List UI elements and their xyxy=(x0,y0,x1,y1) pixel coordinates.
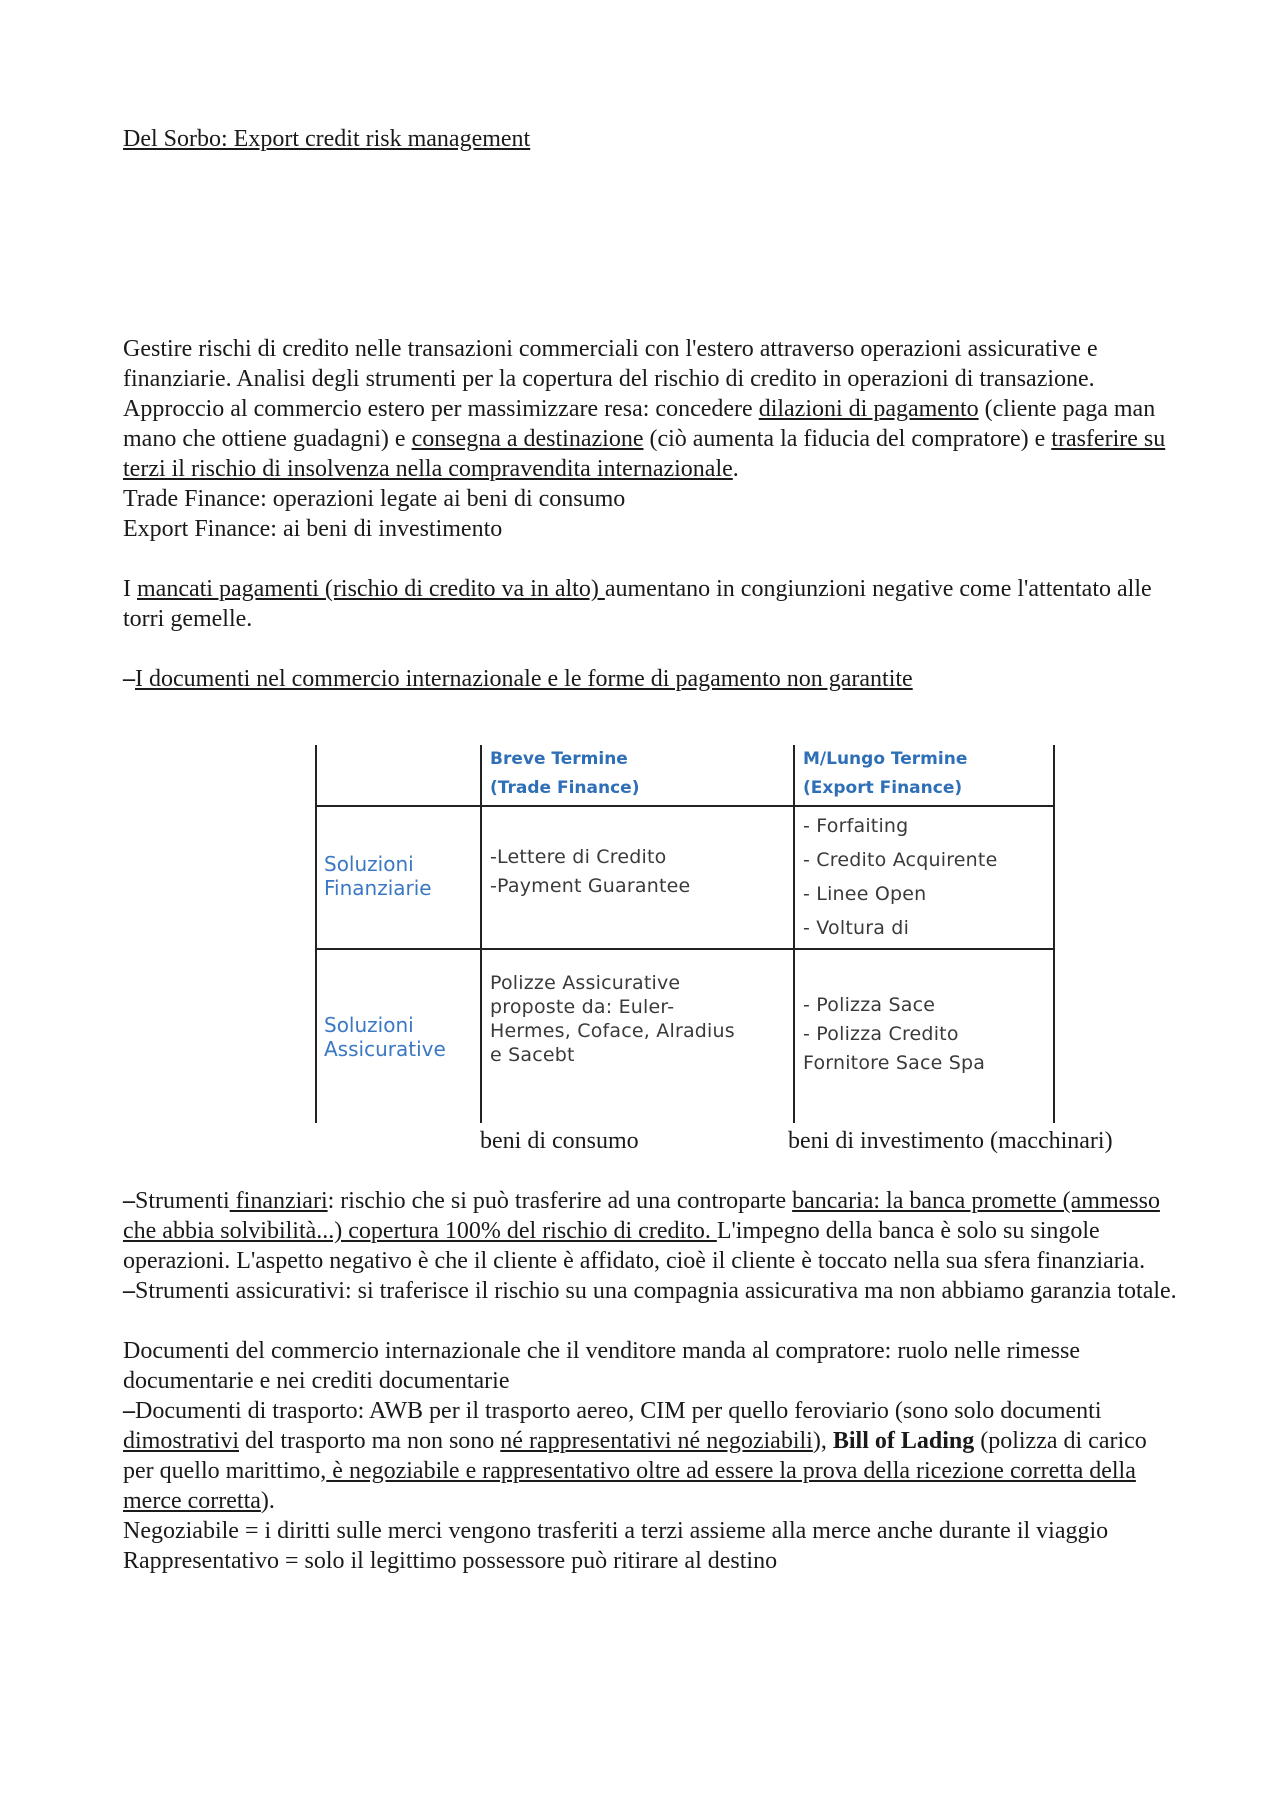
dash-marker: – xyxy=(123,666,135,692)
text-run: ). xyxy=(260,1488,275,1514)
intro-paragraph: Gestire rischi di credito nelle transazioni commerciali con l'estero attraverso operazioni assicurative e finanziarie. Analisi degli strumenti per la copertura del rischio di credito in operazioni di transazione. xyxy=(123,336,1098,392)
spacer xyxy=(123,544,1183,574)
cell-insurance-long xyxy=(803,991,985,1078)
cell-insurance-short xyxy=(490,971,735,1067)
underlined-text: dilazioni di pagamento xyxy=(758,396,979,422)
dash-marker: – xyxy=(123,1188,135,1214)
header-short-term xyxy=(490,745,639,803)
text-run: . xyxy=(732,456,739,482)
cell-line: -Lettere di Credito xyxy=(490,846,667,868)
documents-intro-paragraph: Documenti del commercio internazionale che il venditore manda al compratore: ruolo nelle rimesse documentarie e nei crediti documentarie xyxy=(123,1338,1080,1394)
approach-paragraph xyxy=(123,394,1183,484)
table-rule xyxy=(480,745,482,1123)
label-line: Assicurative xyxy=(324,1037,446,1061)
text-run: del trasporto ma non sono xyxy=(239,1428,501,1454)
text-run: : rischio che si può trasferire ad una controparte xyxy=(327,1188,793,1214)
cell-financial-short xyxy=(490,843,690,901)
cell-financial-long xyxy=(803,809,997,945)
table-rule xyxy=(315,805,1055,807)
underlined-text: consegna a destinazione xyxy=(411,426,644,452)
cell-line: - Polizza Credito xyxy=(803,1023,959,1045)
text-run: ), xyxy=(812,1428,833,1454)
table-rule xyxy=(315,745,317,1123)
cell-line: -Payment Guarantee xyxy=(490,875,691,897)
finance-solutions-table xyxy=(315,745,1055,1123)
spacer xyxy=(123,634,1183,664)
spacer xyxy=(123,1306,1183,1336)
missed-payments-paragraph xyxy=(123,574,1183,634)
cell-line: - Forfaiting xyxy=(803,815,909,837)
cell-line: Polizze Assicurative xyxy=(490,972,681,994)
underlined-text: trasferire su terzi il rischio di insolvenza nella compravendita internazionale xyxy=(123,426,1166,482)
document-title: Del Sorbo: Export credit risk management xyxy=(123,126,531,152)
cell-line: Hermes, Coface, Alradius xyxy=(490,1020,735,1042)
text-run: aumentano in congiunzioni negative come l'attentato alle torri gemelle. xyxy=(123,576,1152,632)
representative-definition: Rappresentativo = solo il legittimo possessore può ritirare al destino xyxy=(123,1548,778,1574)
cell-line: - Credito Acquirente xyxy=(803,849,998,871)
cell-line: proposte da: Euler- xyxy=(490,996,675,1018)
trade-finance-line: Trade Finance: operazioni legate ai beni di consumo xyxy=(123,486,626,512)
dash-marker: – xyxy=(123,1278,135,1304)
cell-line: Fornitore Sace Spa xyxy=(803,1052,986,1074)
label-line: Soluzioni xyxy=(324,852,414,876)
caption-consumer-goods: beni di consumo xyxy=(480,1128,639,1154)
cell-line: - Voltura di xyxy=(803,917,910,939)
text-run: Approccio al commercio estero per massimizzare resa: concedere xyxy=(123,396,759,422)
label-line: Soluzioni xyxy=(324,1013,414,1037)
text-run: I xyxy=(123,576,137,602)
underlined-text: mancati pagamenti (rischio di credito va in alto) xyxy=(137,576,605,602)
dash-marker: – xyxy=(123,1398,135,1424)
table-rule xyxy=(1053,745,1055,1123)
negotiable-definition: Negoziabile = i diritti sulle merci vengono trasferiti a terzi assieme alla merce anche durante il viaggio xyxy=(123,1518,1109,1544)
label-line: Finanziarie xyxy=(324,876,432,900)
text-run: Strumenti xyxy=(135,1188,230,1214)
row-label-insurance xyxy=(324,1013,446,1061)
header-line: Breve Termine xyxy=(490,749,628,769)
header-line: M/Lungo Termine xyxy=(803,749,968,769)
text-run: Documenti di trasporto: AWB per il trasporto aereo, CIM per quello feroviario (sono solo documenti xyxy=(135,1398,1102,1424)
underlined-text: I documenti nel commercio internazionale e le forme di pagamento non garantite xyxy=(135,666,913,692)
underlined-text: bancaria: la banca promette (ammesso che abbia solvibilità...) copertura 100% del rischio di credito. xyxy=(123,1188,1160,1244)
underlined-text: dimostrativi xyxy=(123,1428,239,1454)
transport-documents-paragraph xyxy=(123,1396,1183,1516)
section-heading-documents xyxy=(123,664,1183,694)
header-long-term xyxy=(803,745,967,803)
text-run: Strumenti assicurativi: si traferisce il rischio su una compagnia assicurativa ma non abbiamo garanzia totale. xyxy=(135,1278,1177,1304)
text-run: (cliente paga man mano che ottiene guadagni) e xyxy=(123,396,1156,452)
text-run: (polizza di carico per quello marittimo, xyxy=(123,1428,1147,1484)
export-finance-line: Export Finance: ai beni di investimento xyxy=(123,516,503,542)
cell-line: e Sacebt xyxy=(490,1044,575,1066)
text-run: L'impegno della banca è solo su singole operazioni. L'aspetto negativo è che il cliente è affidato, cioè il cliente è toccato nella sua sfera finanziaria. xyxy=(123,1218,1146,1274)
table-rule xyxy=(315,948,1055,950)
row-label-financial xyxy=(324,852,432,900)
table-rule xyxy=(793,745,795,1123)
header-line: (Trade Finance) xyxy=(490,778,640,798)
financial-instruments-paragraph xyxy=(123,1186,1183,1276)
bold-text: Bill of Lading xyxy=(832,1428,975,1454)
header-line: (Export Finance) xyxy=(803,778,963,798)
underlined-text: né rappresentativi né negoziabili xyxy=(500,1428,813,1454)
cell-line: - Polizza Sace xyxy=(803,994,936,1016)
underlined-text: finanziari xyxy=(229,1188,328,1214)
insurance-instruments-paragraph xyxy=(123,1276,1183,1306)
intro-section xyxy=(123,334,1183,694)
underlined-text: è negoziabile e rappresentativo oltre ad essere la prova della ricezione corretta della merce corretta xyxy=(123,1458,1136,1514)
instruments-section xyxy=(123,1186,1183,1576)
cell-line: - Linee Open xyxy=(803,883,927,905)
text-run: (ciò aumenta la fiducia del compratore) e xyxy=(643,426,1052,452)
caption-investment-goods: beni di investimento (macchinari) xyxy=(788,1128,1113,1154)
